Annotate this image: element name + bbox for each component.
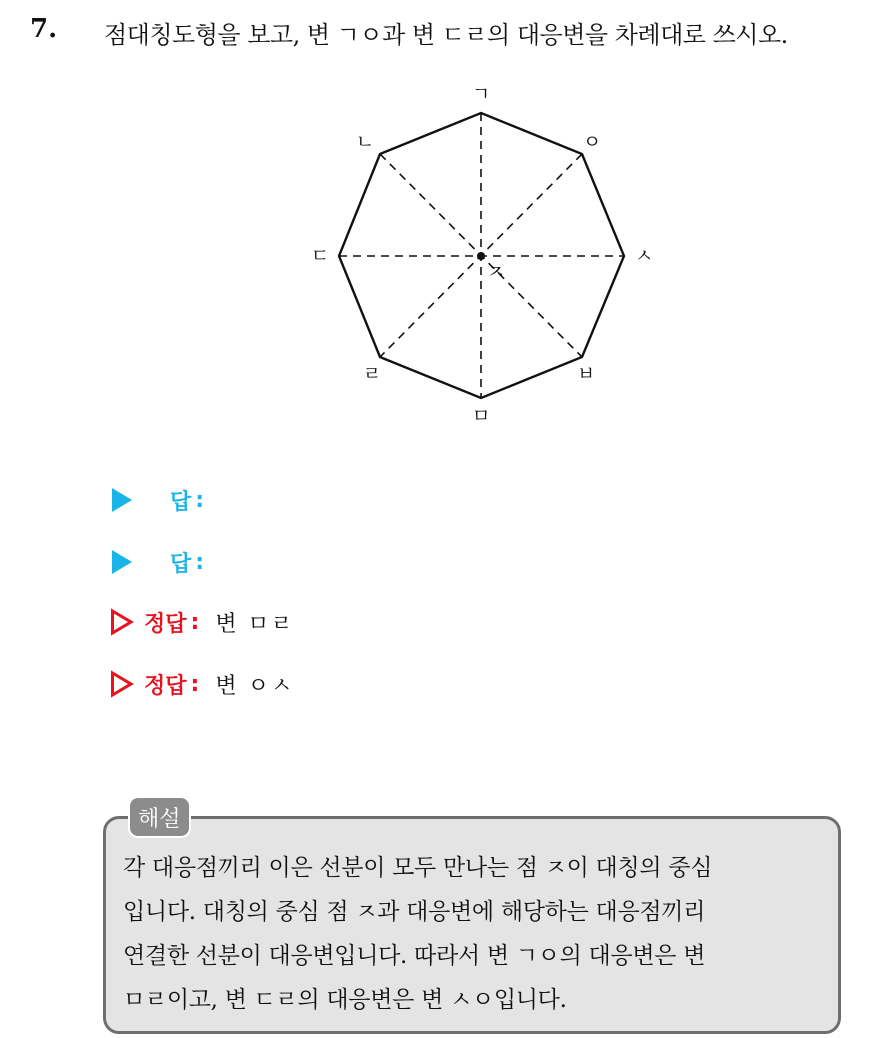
correct-answer-row-1	[110, 602, 294, 642]
question-number: 7.	[30, 14, 58, 44]
vertex-label-top: ㄱ	[471, 83, 491, 105]
correct-answer-value: 변 ㅇㅅ	[215, 673, 295, 699]
vertex-label-bottom: ㅁ	[471, 405, 491, 427]
center-label: ㅈ	[486, 261, 506, 283]
correct-answer-value: 변 ㅁㄹ	[215, 611, 295, 637]
vertex-label-right: ㅅ	[634, 245, 654, 267]
answer-arrow-icon	[110, 548, 134, 576]
explanation-tag: 해설	[128, 796, 191, 838]
answer-label: 답	[170, 551, 192, 577]
explanation-text	[123, 846, 829, 1022]
correct-answer-arrow-icon	[110, 670, 134, 698]
answer-arrow-icon	[110, 486, 134, 514]
answer-row-1	[110, 480, 220, 520]
correct-answer-label: 정답	[144, 611, 187, 637]
vertex-label-top-right: ㅇ	[582, 131, 602, 153]
explanation-line: 각 대응점끼리 이은 선분이 모두 만나는 점 ㅈ이 대칭의 중심	[123, 855, 713, 881]
vertex-label-bottom-left: ㄹ	[362, 363, 382, 385]
correct-answer-arrow-icon	[110, 608, 134, 636]
center-point	[477, 252, 485, 260]
explanation-line: 연결한 선분이 대응변입니다. 따라서 변 ㄱㅇ의 대응변은 변	[123, 943, 706, 969]
vertex-label-top-left: ㄴ	[355, 131, 375, 153]
answer-colon: :	[195, 487, 205, 513]
explanation-line: 입니다. 대칭의 중심 점 ㅈ과 대응변에 해당하는 대응점끼리	[123, 899, 706, 925]
answer-row-2	[110, 542, 220, 582]
explanation-line: ㅁㄹ이고, 변 ㄷㄹ의 대응변은 변 ㅅㅇ입니다.	[123, 987, 567, 1013]
question-text: 점대칭도형을 보고, 변 ㄱㅇ과 변 ㄷㄹ의 대응변을 차례대로 쓰시오.	[104, 21, 788, 49]
vertex-label-left: ㄷ	[310, 245, 330, 267]
answer-label: 답	[170, 489, 192, 515]
correct-answer-label: 정답	[144, 673, 187, 699]
octagon-figure	[280, 70, 660, 440]
correct-answer-colon: :	[190, 671, 200, 697]
correct-answer-colon: :	[190, 609, 200, 635]
correct-answer-row-2	[110, 664, 294, 704]
answer-colon: :	[195, 549, 205, 575]
vertex-label-bottom-right: ㅂ	[576, 363, 596, 385]
